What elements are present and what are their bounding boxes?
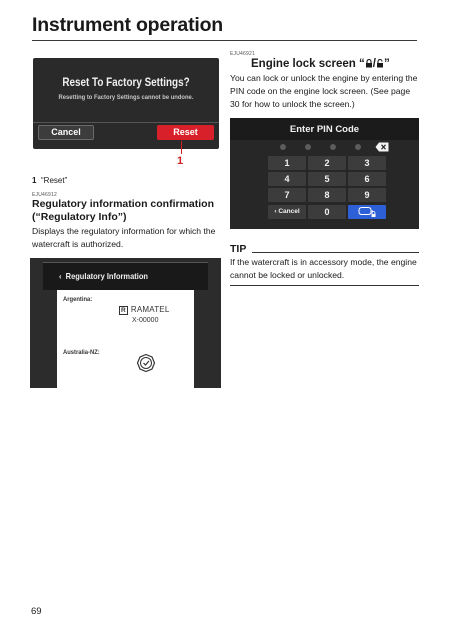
engine-lock-heading: Engine lock screen “ / ” bbox=[251, 58, 390, 70]
unlock-icon bbox=[376, 59, 384, 68]
pin-dot bbox=[305, 144, 311, 150]
pin-key-6[interactable]: 6 bbox=[348, 172, 386, 186]
engine-lock-section-code: EJU46921 bbox=[230, 51, 255, 57]
reset-dialog-divider bbox=[33, 122, 219, 123]
regulatory-section-code: EJU46912 bbox=[32, 192, 57, 198]
regulatory-screen-title: Regulatory Information bbox=[65, 271, 148, 281]
engine-lock-body: You can lock or unlock the engine by entering the PIN code on the engine lock screen. (See page 30 for how to unlock the screen.) bbox=[230, 73, 418, 109]
reset-factory-screen bbox=[33, 58, 219, 149]
backspace-icon[interactable] bbox=[375, 142, 389, 152]
pin-cancel-button[interactable]: ‹ Cancel bbox=[268, 205, 306, 219]
regulatory-title-bar bbox=[43, 262, 208, 290]
pin-key-5[interactable]: 5 bbox=[308, 172, 346, 186]
tip-bottom-rule bbox=[230, 285, 419, 286]
screen-bezel-right bbox=[194, 290, 221, 388]
regulatory-heading: Regulatory information confirmation (“Regulatory Info”) bbox=[32, 198, 215, 223]
caption-number: 1 bbox=[32, 176, 37, 185]
tip-label: TIP bbox=[230, 243, 247, 255]
pin-key-4[interactable]: 4 bbox=[268, 172, 306, 186]
pin-entry-screen bbox=[230, 118, 419, 229]
pin-key-0[interactable]: 0 bbox=[308, 205, 346, 219]
callout-number: 1 bbox=[177, 155, 184, 167]
pin-key-1[interactable]: 1 bbox=[268, 156, 306, 170]
regulatory-content-panel bbox=[57, 290, 194, 388]
ramatel-r-icon: R bbox=[121, 307, 126, 314]
pin-title-bar bbox=[230, 118, 419, 140]
page-number: 69 bbox=[31, 606, 42, 617]
reset-dialog-title: Reset To Factory Settings? bbox=[62, 77, 190, 89]
engine-lock-icon bbox=[356, 206, 378, 218]
ramatel-mark bbox=[119, 305, 170, 315]
pin-dot bbox=[355, 144, 361, 150]
cancel-button[interactable]: Cancel bbox=[38, 125, 94, 140]
engine-lock-toggle-button[interactable] bbox=[348, 205, 386, 219]
screen-bezel-left bbox=[30, 290, 57, 388]
caption-text: “Reset” bbox=[41, 176, 68, 185]
pin-dot bbox=[330, 144, 336, 150]
pin-key-9[interactable]: 9 bbox=[348, 188, 386, 202]
callout-leader-line bbox=[181, 141, 182, 154]
argentina-label: Argentina: bbox=[63, 296, 93, 303]
tip-top-rule bbox=[252, 252, 419, 253]
back-chevron-icon: ‹ bbox=[274, 208, 277, 215]
reset-dialog-description: Resetting to Factory Settings cannot be undone. bbox=[58, 94, 194, 101]
regulatory-screen bbox=[30, 258, 221, 388]
pin-dot bbox=[280, 144, 286, 150]
rcm-compliance-icon bbox=[136, 353, 156, 373]
page-header bbox=[0, 0, 450, 50]
pin-key-3[interactable]: 3 bbox=[348, 156, 386, 170]
australia-nz-label: Australia-NZ: bbox=[63, 349, 100, 356]
pin-key-8[interactable]: 8 bbox=[308, 188, 346, 202]
pin-key-2[interactable]: 2 bbox=[308, 156, 346, 170]
tip-body: If the watercraft is in accessory mode, the engine cannot be locked or unlocked. bbox=[230, 257, 417, 280]
back-chevron-icon[interactable]: ‹ bbox=[59, 271, 62, 281]
regulatory-body: Displays the regulatory information for which the watercraft is authorized. bbox=[32, 226, 216, 249]
header-divider bbox=[32, 40, 417, 41]
ramatel-number: X-00000 bbox=[132, 317, 159, 324]
pin-key-7[interactable]: 7 bbox=[268, 188, 306, 202]
reset-button[interactable]: Reset bbox=[157, 125, 214, 140]
lock-icon bbox=[365, 59, 373, 68]
ramatel-text: RAMATEL bbox=[130, 305, 170, 314]
page-title: Instrument operation bbox=[32, 14, 224, 36]
pin-screen-title: Enter PIN Code bbox=[289, 124, 360, 135]
